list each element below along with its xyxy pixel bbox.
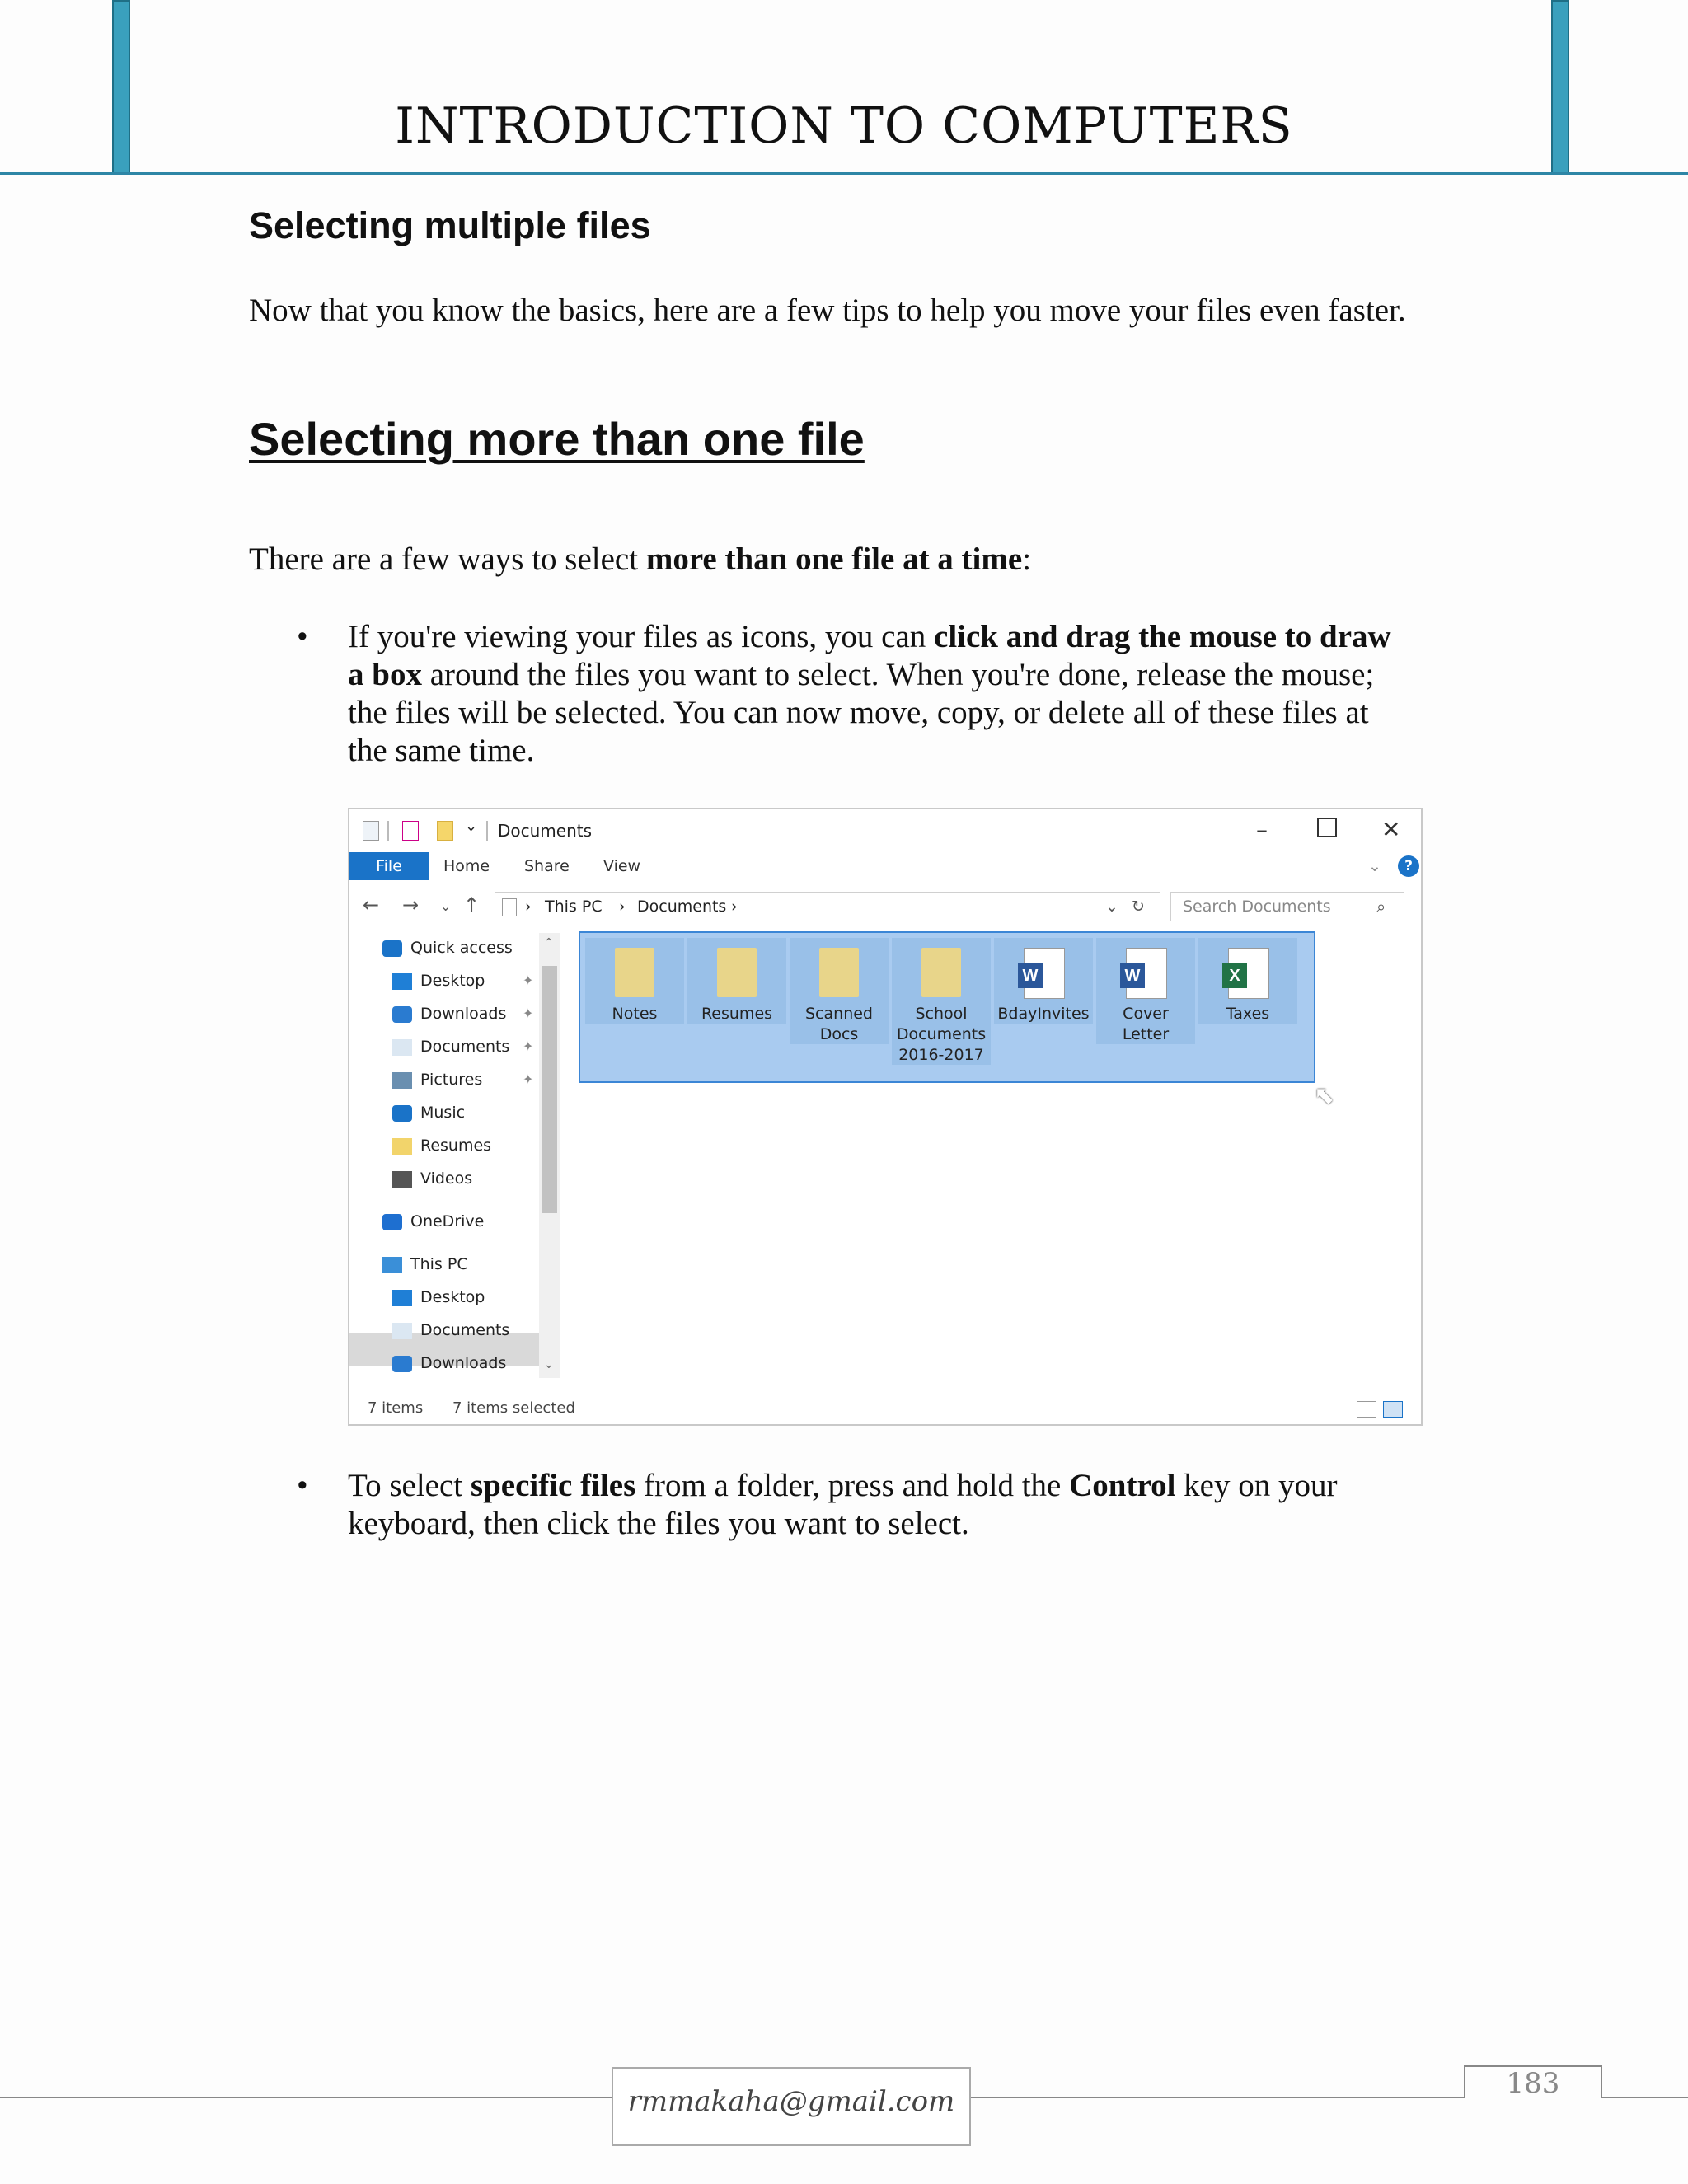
desktop-icon: [392, 973, 412, 990]
page-number: 183: [1464, 2065, 1602, 2098]
sidebar-item-label: Pictures: [420, 1071, 483, 1089]
sidebar-item-label: Music: [420, 1104, 466, 1122]
bullet-dot-1: •: [297, 619, 308, 654]
computer-icon: [382, 1257, 402, 1273]
sidebar-item-label: Downloads: [420, 1005, 507, 1023]
folder-icon: [921, 948, 961, 997]
document-icon: [392, 1323, 412, 1339]
word-logo-icon: W: [1120, 963, 1145, 988]
chevron-right-icon: ›: [619, 898, 626, 916]
folder-icon: [392, 1138, 412, 1155]
checkmark-icon[interactable]: [402, 821, 419, 841]
sidebar-item-music[interactable]: [392, 1098, 539, 1127]
properties-icon[interactable]: [363, 821, 379, 841]
scroll-down-icon[interactable]: ⌄: [544, 1358, 554, 1371]
file-label: Documents: [896, 1025, 987, 1043]
sidebar-item-this-pc[interactable]: [382, 1249, 539, 1279]
file-label: School: [915, 1005, 968, 1023]
sidebar-item-label: OneDrive: [410, 1212, 485, 1230]
refresh-icon[interactable]: ↻: [1132, 898, 1145, 916]
subheading: Selecting more than one file: [249, 413, 865, 465]
sidebar-item-onedrive[interactable]: [382, 1207, 539, 1236]
footer-rule-right: [1602, 2097, 1688, 2098]
sidebar-item-pictures[interactable]: [392, 1065, 539, 1094]
cloud-icon: [382, 1214, 402, 1230]
status-selected-count: 7 items selected: [452, 1399, 575, 1417]
customize-dropdown-icon[interactable]: ⌄: [465, 818, 478, 835]
sidebar-item-documents[interactable]: [392, 1315, 539, 1345]
tab-home[interactable]: Home: [443, 857, 490, 875]
download-arrow-icon: [392, 1006, 412, 1023]
file-label: 2016-2017: [898, 1046, 984, 1064]
folder-icon: [615, 948, 654, 997]
sidebar-item-label: Documents: [420, 1038, 510, 1056]
word-document-icon: [1024, 948, 1065, 999]
breadcrumb-documents[interactable]: Documents: [637, 898, 727, 916]
search-input[interactable]: Search Documents: [1170, 892, 1404, 921]
star-icon: [382, 940, 402, 957]
file-item[interactable]: [790, 938, 889, 1044]
file-item[interactable]: [687, 938, 786, 1024]
window-title: Documents: [498, 821, 593, 841]
search-icon: ⌕: [1376, 897, 1386, 916]
sidebar-item-quick-access[interactable]: [382, 933, 539, 963]
file-label: BdayInvites: [997, 1005, 1090, 1023]
maximize-icon[interactable]: [1317, 818, 1337, 837]
details-view-icon[interactable]: [1357, 1401, 1376, 1418]
address-row: [349, 888, 1421, 925]
music-note-icon: [392, 1105, 412, 1122]
sidebar-item-desktop[interactable]: [392, 966, 539, 996]
bullet-dot-2: •: [297, 1468, 308, 1503]
footer-rule-middle: [971, 2097, 1464, 2098]
tab-view[interactable]: View: [603, 857, 641, 875]
file-label: Scanned: [805, 1005, 873, 1023]
sidebar-item-label: Downloads: [420, 1354, 507, 1372]
sidebar-item-downloads[interactable]: [392, 1348, 539, 1378]
sidebar-item-downloads[interactable]: [392, 999, 539, 1029]
status-item-count: 7 items: [368, 1399, 424, 1417]
mouse-cursor-icon: ⬉: [1314, 1081, 1335, 1110]
scroll-up-icon[interactable]: ⌃: [544, 936, 554, 949]
sidebar-item-resumes[interactable]: [392, 1131, 539, 1160]
expand-ribbon-icon[interactable]: ⌄: [1368, 857, 1381, 875]
ribbon-tabs: [349, 852, 1421, 880]
file-item[interactable]: [1198, 938, 1297, 1024]
sidebar-item-desktop[interactable]: [392, 1282, 539, 1312]
file-label: Notes: [612, 1005, 658, 1023]
file-item[interactable]: [1096, 938, 1195, 1044]
pictures-icon: [392, 1072, 412, 1089]
large-icons-view-icon[interactable]: [1383, 1401, 1403, 1418]
sidebar-item-label: Quick access: [410, 939, 513, 957]
sidebar-item-label: Desktop: [420, 972, 485, 990]
breadcrumb-this-pc[interactable]: This PC: [545, 898, 603, 916]
file-item[interactable]: [585, 938, 684, 1024]
footer-rule-left: [0, 2097, 612, 2098]
pin-icon[interactable]: ✦: [523, 1038, 534, 1054]
scroll-thumb[interactable]: [542, 966, 557, 1213]
sidebar-item-label: Resumes: [420, 1137, 492, 1155]
address-bar[interactable]: [495, 892, 1160, 921]
file-explorer-window: [348, 808, 1423, 1426]
separator: [387, 821, 389, 841]
sidebar-item-label: Desktop: [420, 1288, 485, 1306]
sidebar-item-label: Documents: [420, 1321, 510, 1339]
status-bar: [368, 1399, 575, 1417]
pin-icon[interactable]: ✦: [523, 1005, 534, 1021]
file-item[interactable]: [994, 938, 1093, 1024]
document-icon: [502, 898, 517, 916]
footer-email: rmmakaha@gmail.com: [612, 2067, 971, 2146]
folder-icon: [819, 948, 859, 997]
bullet-2-text: To select specific files from a folder, press and hold the Control key on your keyboard, then click the files you want to select.: [348, 1468, 1338, 1541]
chevron-right-icon: ›: [731, 898, 738, 916]
minimize-icon[interactable]: –: [1256, 816, 1268, 843]
up-arrow-icon[interactable]: ↑: [463, 893, 481, 916]
page-header-title: INTRODUCTION TO COMPUTERS: [395, 97, 1293, 155]
file-label: Letter: [1122, 1025, 1170, 1043]
file-label: Cover: [1123, 1005, 1169, 1023]
sidebar-item-label: This PC: [410, 1255, 468, 1273]
close-icon[interactable]: ✕: [1381, 816, 1401, 843]
file-label: Resumes: [701, 1005, 773, 1023]
separator: [486, 821, 488, 841]
sidebar-item-documents[interactable]: [392, 1032, 539, 1062]
tab-share[interactable]: Share: [524, 857, 570, 875]
tab-file[interactable]: File: [349, 852, 429, 880]
address-dropdown-icon[interactable]: ⌄: [1105, 898, 1118, 916]
sidebar-item-videos[interactable]: [392, 1164, 539, 1193]
folder-icon: [717, 948, 757, 997]
excel-spreadsheet-icon: [1228, 948, 1269, 999]
recent-locations-icon[interactable]: ⌄: [440, 898, 452, 914]
pin-icon[interactable]: ✦: [523, 1071, 534, 1087]
videos-icon: [392, 1171, 412, 1188]
intro-paragraph: Now that you know the basics, here are a few tips to help you move your files even faster.: [249, 293, 1406, 328]
navigation-pane: [349, 933, 560, 1378]
download-arrow-icon: [392, 1356, 412, 1372]
pin-icon[interactable]: ✦: [523, 972, 534, 988]
file-label: Taxes: [1226, 1005, 1270, 1023]
word-logo-icon: W: [1018, 963, 1043, 988]
file-item[interactable]: [892, 938, 991, 1065]
header-rule: [0, 172, 1688, 175]
bullet-1-text: If you're viewing your files as icons, you can click and drag the mouse to draw a box around the files you want to select. When you're done, release the mouse; the files will be selected. You can now move, copy, or delete all of these files at the same time.: [348, 619, 1391, 768]
sidebar-scrollbar[interactable]: [539, 933, 560, 1378]
file-label: Docs: [819, 1025, 859, 1043]
title-bar: [349, 809, 1421, 851]
word-document-icon: [1126, 948, 1167, 999]
help-icon[interactable]: ?: [1398, 855, 1419, 877]
section-heading: Selecting multiple files: [249, 204, 651, 246]
excel-logo-icon: X: [1222, 963, 1247, 988]
chevron-right-icon: ›: [525, 898, 532, 916]
new-folder-icon[interactable]: [437, 821, 453, 841]
desktop-icon: [392, 1290, 412, 1306]
document-icon: [392, 1039, 412, 1056]
sidebar-item-label: Videos: [420, 1169, 473, 1188]
lead-paragraph: There are a few ways to select more than one file at a time:: [249, 541, 1032, 577]
back-arrow-icon[interactable]: ←: [363, 893, 380, 916]
forward-arrow-icon[interactable]: →: [402, 893, 420, 916]
